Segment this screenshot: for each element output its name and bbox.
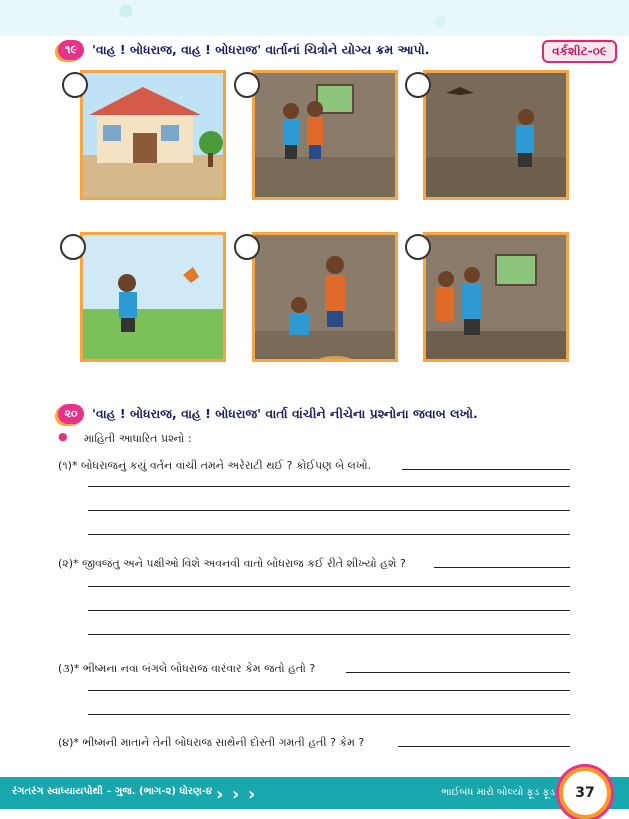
chevron-right-icon: › (216, 784, 224, 805)
answer-line[interactable] (346, 672, 570, 673)
question-2: (૨)* જીવજંતુ અને પક્ષીઓ વિશે અવનવી વાતો બોધરાજ કઈ રીતે શીખ્યો હશે ? (58, 557, 406, 570)
question-19-number: ૧૯ (58, 40, 84, 60)
question-19-title: 'વાહ ! બોધરાજ, વાહ ! બોધરાજ' વાર્તાનાં ચિત્રોને યોગ્ય ક્રમ આપો. (92, 42, 430, 57)
order-circle-3[interactable] (405, 72, 431, 98)
chevron-right-icon: › (232, 784, 240, 805)
question-4: (૪)* ભીષ્મની માતાને તેની બોધરાજ સાથેની દોસ્તી ગમતી હતી ? કેમ ? (58, 736, 365, 749)
story-image-house (80, 70, 226, 200)
answer-line[interactable] (88, 690, 570, 691)
answer-line[interactable] (402, 469, 570, 470)
worksheet-badge: વર્કશીટ-૦૯ (542, 40, 617, 63)
answer-line[interactable] (88, 610, 570, 611)
answer-line[interactable] (398, 746, 570, 747)
footer-bar (0, 777, 629, 809)
question-3: (૩)* ભીષ્મના નવા બંગલે બોધરાજ વારંવાર કેમ જતો હતો ? (58, 662, 316, 675)
chevron-right-icon: › (248, 784, 256, 805)
question-20-header (58, 404, 478, 424)
answer-line[interactable] (88, 634, 570, 635)
story-image-insects (252, 232, 398, 362)
order-circle-4[interactable] (60, 234, 86, 260)
story-image-boys-talking (252, 70, 398, 200)
answer-line[interactable] (88, 714, 570, 715)
footer-book-title: રંગતરંગ સ્વાધ્યાયપોથી – ગુજ. (ભાગ-૨) ધોરણ-૪ (12, 786, 213, 797)
answer-line[interactable] (88, 534, 570, 535)
section-label: માહિતી આધારિત પ્રશ્નો : (84, 432, 192, 445)
story-image-pointing (423, 232, 569, 362)
footer-chapter-title: ભાઈબંધ મારો બોલ્યો ફૂડ ફૂડ (441, 787, 555, 798)
order-circle-2[interactable] (234, 72, 260, 98)
section-bullet: ● (58, 430, 68, 443)
question-19-header (58, 40, 429, 60)
order-circle-1[interactable] (62, 72, 88, 98)
answer-line[interactable] (88, 586, 570, 587)
question-1: (૧)* બોધરાજનું કયું વર્તન વાંચી તમને અરેરાટી થઈ ? કોઈપણ બે લખો. (58, 459, 372, 472)
header-texture (0, 0, 629, 36)
story-image-butterfly (80, 232, 226, 362)
question-20-title: 'વાહ ! બોધરાજ, વાહ ! બોધરાજ' વાર્તા વાંચીને નીચેના પ્રશ્નોના જવાબ લખો. (92, 406, 478, 421)
question-20-number: ૨૦ (58, 404, 84, 424)
order-circle-5[interactable] (234, 234, 260, 260)
answer-line[interactable] (434, 567, 570, 568)
story-image-bird-flying (423, 70, 569, 200)
order-circle-6[interactable] (405, 234, 431, 260)
answer-line[interactable] (88, 486, 570, 487)
answer-line[interactable] (88, 510, 570, 511)
page-number: 37 (559, 767, 611, 819)
